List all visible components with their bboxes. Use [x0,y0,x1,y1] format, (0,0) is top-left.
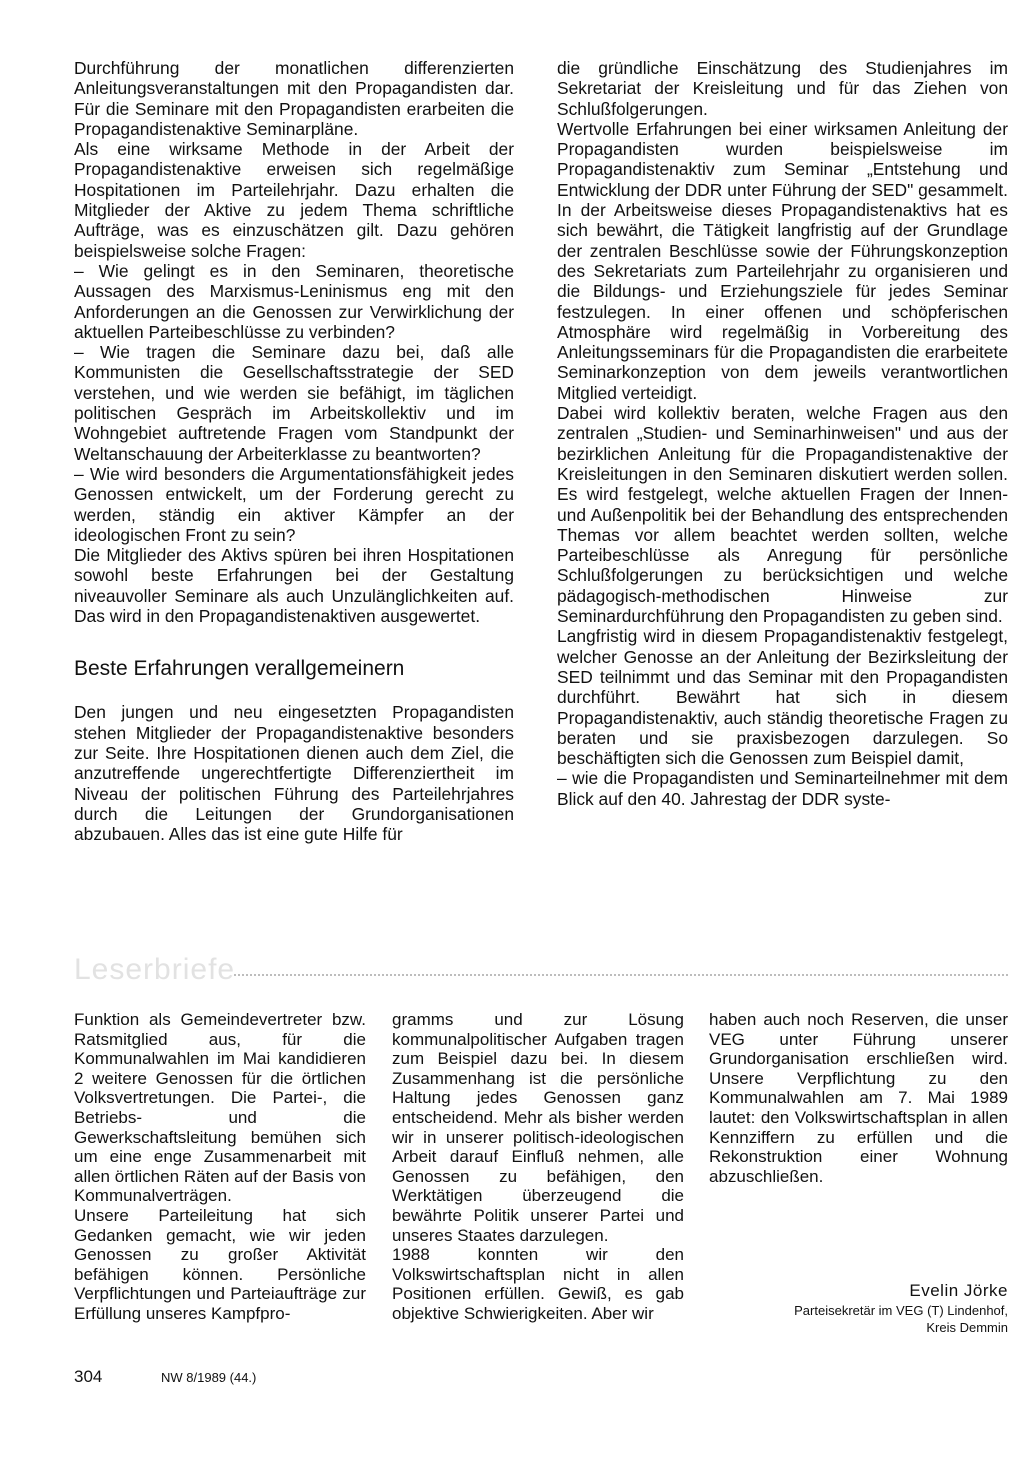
page-footer [74,1367,474,1391]
article-question: – Wie wird besonders die Argumentationsfähigkeit jedes Genossen entwickelt, um der Forderung gerecht zu werden, ständig ein aktiver Kämpfer an der ideologischen Front zu sein? [74,463,514,545]
letter-paragraph: haben auch noch Reserven, die unser VEG unter Führung unserer Grundorganisation erschließen wird. Unsere Verpflichtung zu den Kommunalwahlen am 7. Mai 1989 lautet: den Volkswirtschaftsplan in allen Kennziffern zu erfüllen und die Rekonstruktion einer Wohnung abzuschließen. [709,1010,1008,1186]
issue-info: NW 8/1989 (44.) [161,1370,257,1385]
section-divider [234,974,1008,976]
signature-name: Evelin Jörke [909,1281,1008,1300]
signature-place: Kreis Demmin [926,1320,1008,1335]
letter-paragraph: gramms und zur Lösung kommunalpolitischer Aufgaben tragen zum Beispiel dazu bei. In diesem Zusammenhang ist die persönliche Haltung jedes Genossen ganz entscheidend. Mehr als bisher werden wir in unserer politisch-ideologischen Arbeit darauf Einfluß nehmen, alle Genossen zu befähigen, den Werktätigen überzeugend die bewährte Politik unserer Partei und unseres Staates darzulegen. [392,1010,684,1245]
article-question: – Wie tragen die Seminare dazu bei, daß alle Kommunisten die Gesellschaftsstrategie der SED verstehen, und wie werden sie befähigt, im täglichen politischen Gespräch im Arbeitskollektiv und im Wohngebiet auftretende Fragen vom Standpunkt der Weltanschauung der Arbeiterklasse zu beantworten? [74,342,514,464]
section-label: Leserbriefe [74,953,236,986]
article-paragraph: Den jungen und neu eingesetzten Propagandisten stehen Mitglieder der Propagandistenaktive besonders zur Seite. Ihre Hospitationen dienen auch dem Ziel, die anzutreffende ungerechtfertigte Differenziertheit im Niveau der politischen Führung des Parteilehrjahres durch die Leitungen der Grundorganisationen abzubauen. Alles das ist eine gute Hilfe für [74,702,514,845]
letter-column-3 [709,1010,1008,1186]
article-paragraph: Wertvolle Erfahrungen bei einer wirksamen Anleitung der Propagandisten wurden beispielsweise im Propagandistenaktiv zum Seminar „Entstehung und Entwicklung der DDR unter Führung der SED" gesammelt. In der Arbeitsweise dieses Propagandistenaktivs hat es sich bewährt, die Tätigkeit langfristig auf der Grundlage der zentralen Beschlüsse sowie der Führungskonzeption des Sekretariats zum Parteilehrjahr zu organisieren und die Bildungs- und Erziehungsziele für jedes Seminar festzulegen. In einer offenen und schöpferischen Atmosphäre wird regelmäßig in Vorbereitung des Anleitungsseminars für die Propagandisten die erarbeitete Seminarkonzeption von dem jeweils verantwortlichen Mitglied verteidigt. [557,118,1008,403]
article-paragraph: Die Mitglieder des Aktivs spüren bei ihren Hospitationen sowohl beste Erfahrungen bei der Gestaltung niveauvoller Seminare als auch Unzulänglichkeiten auf. Das wird in den Propagandistenaktiven ausgewertet. [74,545,514,627]
letter-paragraph: Unsere Parteileitung hat sich Gedanken gemacht, wie wir jeden Genossen zu großer Aktivität befähigen können. Persönliche Verpflichtungen und Parteiaufträge zur Erfüllung unseres Kampfpro- [74,1205,366,1323]
letter-signature [668,1280,1008,1336]
letter-paragraph: Funktion als Gemeindevertreter bzw. Ratsmitglied aus, für die Kommunalwahlen im Mai kandidieren 2 weitere Genossen für die örtlichen Volksvertretungen. Die Partei-, die Betriebs- und die Gewerkschaftsleitung bemühen sich um eine enge Zusammenarbeit mit allen örtlichen Räten auf der Basis von Kommunalverträgen. [74,1010,366,1206]
article-paragraph: Als eine wirksame Methode in der Arbeit der Propagandistenaktive erweisen sich regelmäßige Hospitationen im Parteilehrjahr. Dazu erhalten die Mitglieder der Aktive zu jedem Thema schriftliche Aufträge, was es einzuschätzen gilt. Dazu gehören beispielsweise solche Fragen: [74,139,514,261]
letter-paragraph: 1988 konnten wir den Volkswirtschaftsplan nicht in allen Positionen erfüllen. Gewiß, es gab objektive Schwierigkeiten. Aber wir [392,1245,684,1323]
article-subheading: Beste Erfahrungen verallgemeinern [74,657,405,681]
article-column-right [557,58,1008,809]
section-header [74,952,1008,992]
signature-role: Parteisekretär im VEG (T) Lindenhof, [794,1303,1008,1318]
article-question: – Wie gelingt es in den Seminaren, theoretische Aussagen des Marxismus-Leninismus eng mit den Anforderungen an die Genossen zur Verwirklichung der aktuellen Parteibeschlüsse zu verbinden? [74,260,514,342]
letter-column-2 [392,1010,684,1324]
article-paragraph: – wie die Propagandisten und Seminarteilnehmer mit dem Blick auf den 40. Jahrestag der DDR syste- [557,768,1008,809]
letter-column-1 [74,1010,366,1324]
article-paragraph: Dabei wird kollektiv beraten, welche Fragen aus den zentralen „Studien- und Seminarhinweisen" und aus der bezirklichen Anleitung für die Propagandistenaktive der Kreisleitungen in den Seminaren diskutiert werden sollen. Es wird festgelegt, welche aktuellen Fragen der Innen- und Außenpolitik bei der Behandlung des entsprechenden Themas vor allem beachtet werden sollten, welche Parteibeschlüsse als Anregung für persönliche Schlußfolgerungen zu berücksichtigen und welche pädagogisch-methodischen Hinweise zur Seminardurchführung den Propagandisten zu geben sind. [557,403,1008,627]
page-number: 304 [74,1367,103,1386]
article-column-left [74,58,514,844]
article-paragraph: Langfristig wird in diesem Propagandistenaktiv festgelegt, welcher Genosse an der Anleitung der Bezirksleitung der SED teilnimmt und das Seminar mit den Propagandisten durchführt. Bewährt hat sich in diesem Propagandistenaktiv, auch ständig theoretische Fragen zu beraten und sie praxisbezogen darzulegen. So beschäftigten sich die Genossen zum Beispiel damit, [557,626,1008,769]
article-paragraph: Durchführung der monatlichen differenzierten Anleitungsveranstaltungen mit den Propagandisten dar. Für die Seminare mit den Propagandisten erarbeiten die Propagandistenaktive Seminarpläne. [74,58,514,139]
article-paragraph: die gründliche Einschätzung des Studienjahres im Sekretariat der Kreisleitung und für das Ziehen von Schlußfolgerungen. [557,58,1008,119]
